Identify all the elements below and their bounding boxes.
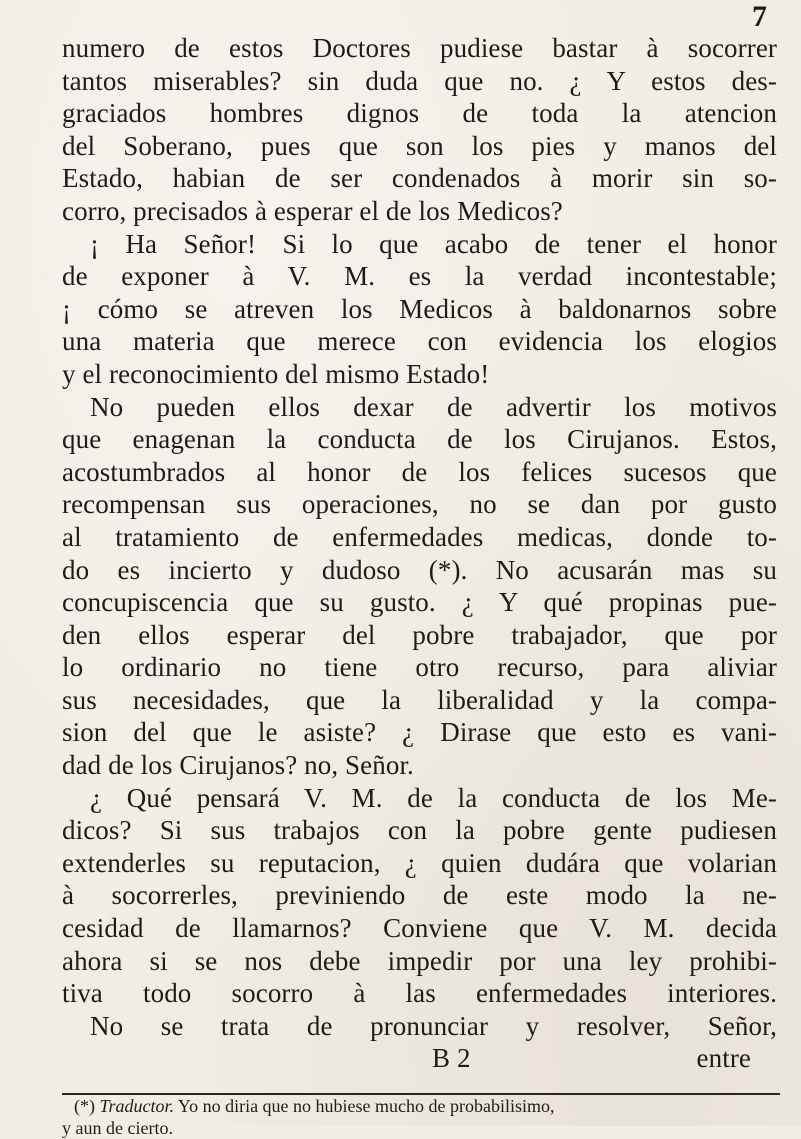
page-number: 7 [752,0,767,33]
text-line: corro, precisados à esperar el de los Medicos? [62,195,563,226]
text-line: ahora si se nos debe impedir por una ley prohibi- [62,945,777,976]
text-line: de exponer à V. M. es la verdad incontestable; [62,261,777,292]
footnote-text-continued: y aun de cierto. [62,1118,173,1138]
text-line: à socorrerles, previniendo de este modo la ne- [62,880,777,911]
text-line: sion del que le asiste? ¿ Dirase que esto es vani- [62,717,777,748]
text-line: del Soberano, pues que son los pies y manos del [62,130,777,161]
text-line: y el reconocimiento del mismo Estado! [62,358,490,389]
text-line: do es incierto y dudoso (*). No acusarán mas su [62,554,777,585]
text-line: lo ordinario no tiene otro recurso, para aliviar [62,652,777,683]
catchword: entre [696,1043,751,1074]
text-line: sus necesidades, que la liberalidad y la compa- [62,684,777,715]
printer-signature: B 2 [432,1043,471,1074]
text-line: dicos? Si sus trabajos con la pobre gente pudiesen [62,815,777,846]
text-line: concupiscencia que su gusto. ¿ Y qué propinas pue- [62,587,777,618]
text-line: al tratamiento de enfermedades medicas, donde to- [62,521,777,552]
text-line: numero de estos Doctores pudiese bastar à socorrer [62,33,777,63]
text-line: No se trata de pronunciar y resolver, Señor, [90,1010,777,1041]
footnote-label: Traductor. [99,1096,175,1116]
text-line: graciados hombres dignos de toda la atencion [62,98,777,129]
text-line: cesidad de llamarnos? Conviene que V. M. decida [62,913,777,944]
signature-line [62,1042,777,1075]
footnote-text: Yo no diria que no hubiese mucho de probabilisimo, [177,1096,555,1116]
text-line: ¡ Ha Señor! Si lo que acabo de tener el honor [90,228,777,259]
text-line: den ellos esperar del pobre trabajador, que por [62,619,777,650]
text-line: dad de los Cirujanos? no, Señor. [62,750,414,781]
text-line: ¡ cómo se atreven los Medicos à baldonarnos sobre [62,293,777,324]
text-line: extenderles su reputacion, ¿ quien dudára que volarian [62,847,777,878]
body-text [62,32,777,1075]
text-line: ¿ Qué pensará V. M. de la conducta de los Me- [90,782,777,813]
text-line: una materia que merece con evidencia los elogios [62,326,777,357]
text-line: recompensan sus operaciones, no se dan por gusto [62,489,777,520]
text-line: tantos miserables? sin duda que no. ¿ Y estos des- [62,65,777,96]
text-line: No pueden ellos dexar de advertir los motivos [90,391,777,422]
footnote [62,1095,780,1139]
footnote-marker: (*) [74,1096,95,1116]
text-line: tiva todo socorro à las enfermedades interiores. [62,978,777,1009]
text-line: Estado, habian de ser condenados à morir sin so- [62,163,777,194]
text-line: que enagenan la conducta de los Cirujanos. Estos, [62,424,777,455]
text-line: acostumbrados al honor de los felices sucesos que [62,456,777,487]
